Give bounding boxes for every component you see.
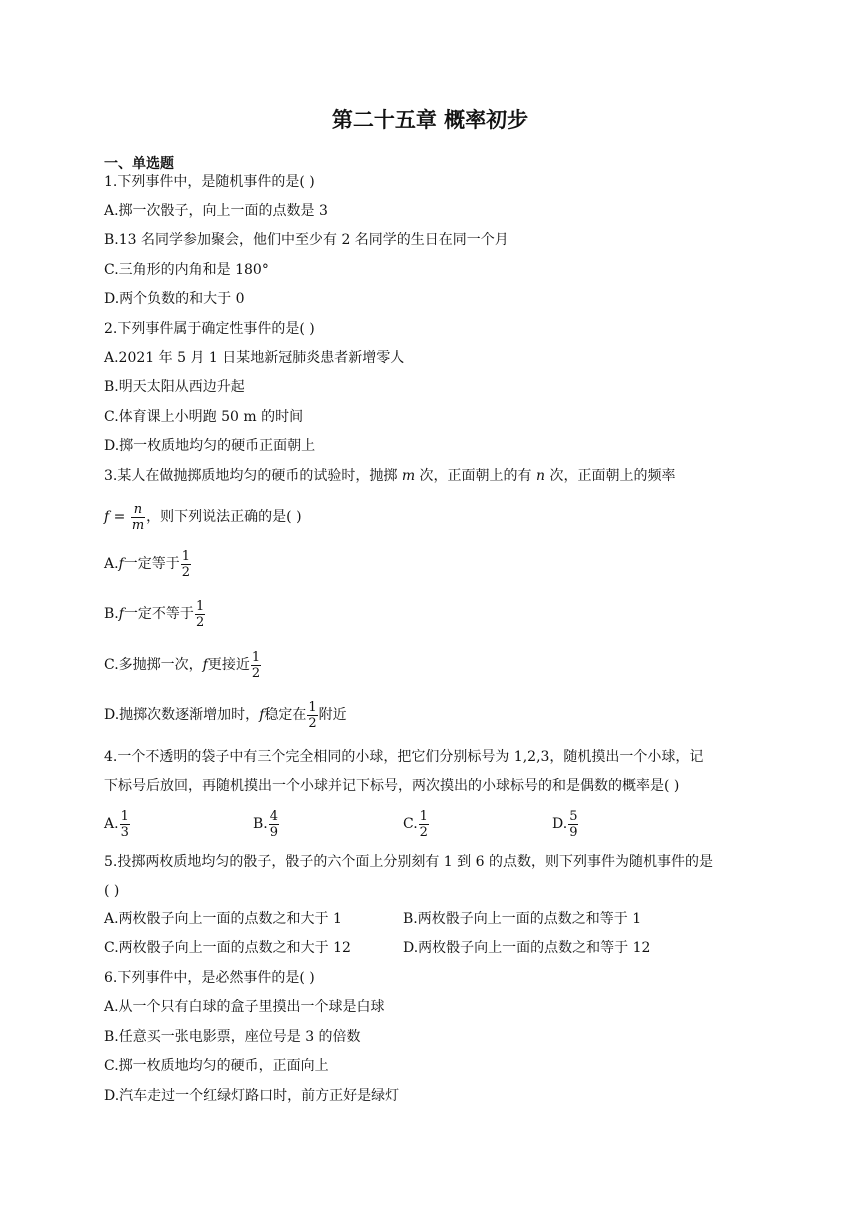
fraction-denominator: 3	[120, 824, 129, 840]
q2-option-c: C.体育课上小明跑 50 m 的时间	[104, 409, 304, 425]
q3-option-a-var: f	[118, 556, 124, 572]
fraction-numerator: 1	[308, 699, 317, 715]
q4-option-b-fraction	[269, 809, 279, 840]
q6-option-d: D.汽车走过一个红绿灯路口时，前方正好是绿灯	[104, 1088, 400, 1104]
q3-option-b	[104, 596, 206, 632]
q4-stem-line2: 下标号后放回，再随机摸出一个小球并记下标号，两次摸出的小球标号的和是偶数的概率是( )	[104, 778, 680, 794]
q4-option-c	[403, 806, 430, 842]
q6-stem: 6.下列事件中，是必然事件的是( )	[104, 970, 315, 986]
fraction-denominator: 2	[195, 614, 205, 630]
fraction-numerator: 1	[120, 808, 129, 824]
q2-option-b: B.明天太阳从西边升起	[104, 379, 245, 395]
q1-option-b: B.13 名同学参加聚会，他们中至少有 2 名同学的生日在同一个月	[104, 232, 509, 248]
fraction-denominator: 9	[569, 824, 578, 840]
q3-option-d-text2: 稳定在	[264, 707, 307, 723]
q3-formula-line	[104, 500, 302, 534]
q3-stem	[104, 467, 675, 485]
q3-option-b-fraction	[195, 599, 205, 630]
fraction-denominator: 2	[308, 715, 317, 731]
q3-option-c-var: f	[202, 657, 208, 673]
q3-stem-part1: 3.某人在做抛掷质地均匀的硬币的试验时，抛掷	[104, 468, 402, 484]
q4-option-d-label: D.	[552, 816, 568, 832]
q5-stem-line2: ( )	[104, 883, 120, 899]
q1-stem: 1.下列事件中，是随机事件的是( )	[104, 174, 315, 190]
q3-option-a-text: 一定等于	[123, 556, 180, 572]
q3-option-a-label: A.	[104, 556, 119, 572]
q6-option-a: A.从一个只有白球的盒子里摸出一个球是白球	[104, 999, 385, 1015]
q1-option-a: A.掷一次骰子，向上一面的点数是 3	[104, 203, 328, 219]
q3-option-b-label: B.	[104, 606, 119, 622]
fraction-denominator: 9	[269, 824, 279, 840]
q3-option-c-text: C.多抛掷一次，	[104, 657, 203, 673]
q6-option-b: B.任意买一张电影票，座位号是 3 的倍数	[104, 1029, 361, 1045]
q4-option-a	[104, 806, 131, 842]
fraction-numerator: 1	[195, 598, 205, 614]
section-heading: 一、单选题	[104, 156, 174, 172]
q3-stem-part3: 次，正面朝上的频率	[545, 468, 676, 484]
q3-stem-part2: 次，正面朝上的有	[415, 468, 536, 484]
q3-option-d-tail: 附近	[318, 707, 347, 723]
q4-option-a-label: A.	[104, 816, 119, 832]
q5-option-a: A.两枚骰子向上一面的点数之和大于 1	[104, 911, 342, 927]
fraction-denominator: 2	[251, 665, 261, 681]
q3-option-c	[104, 647, 262, 683]
fraction-numerator: 1	[181, 548, 191, 564]
q3-option-d-fraction	[307, 700, 317, 731]
q3-option-d-text: D.抛掷次数逐渐增加时，	[104, 707, 260, 723]
fraction-numerator: 1	[251, 649, 261, 665]
q3-option-b-text: 一定不等于	[123, 606, 194, 622]
q2-stem: 2.下列事件属于确定性事件的是( )	[104, 321, 315, 337]
q4-option-b-label: B.	[253, 816, 268, 832]
q4-stem-line1: 4.一个不透明的袋子中有三个完全相同的小球，把它们分别标号为 1,2,3，随机摸出一个小球，记	[104, 749, 704, 765]
q3-option-d	[104, 697, 347, 733]
q5-stem-line1: 5.投掷两枚质地均匀的骰子，骰子的六个面上分别刻有 1 到 6 的点数，则下列事件为随机事件的是	[104, 854, 713, 870]
q4-option-c-label: C.	[403, 816, 418, 832]
q1-option-c: C.三角形的内角和是 180°	[104, 262, 269, 278]
q4-option-a-fraction	[120, 809, 130, 840]
q3-formula-numerator: n	[131, 502, 145, 518]
q3-var-n: n	[536, 468, 546, 484]
fraction-denominator: 2	[181, 564, 191, 580]
fraction-denominator: 2	[419, 824, 428, 840]
q3-option-a-fraction	[181, 549, 191, 580]
q3-option-c-fraction	[251, 650, 261, 681]
q2-option-d: D.掷一枚质地均匀的硬币正面朝上	[104, 438, 316, 454]
q3-formula-lhs: f =	[104, 509, 126, 525]
page-title: 第二十五章 概率初步	[331, 108, 529, 132]
q1-option-d: D.两个负数的和大于 0	[104, 291, 245, 307]
q5-option-d: D.两枚骰子向上一面的点数之和等于 12	[403, 940, 651, 956]
q2-option-a: A.2021 年 5 月 1 日某地新冠肺炎患者新增零人	[104, 350, 405, 366]
q3-var-m: m	[401, 468, 416, 484]
q3-formula-fraction	[131, 502, 145, 533]
fraction-numerator: 5	[569, 808, 578, 824]
q3-stem-tail: ，则下列说法正确的是( )	[146, 509, 302, 525]
q3-option-a	[104, 546, 192, 582]
q4-option-b	[253, 806, 280, 842]
fraction-numerator: 1	[419, 808, 428, 824]
q4-option-d-fraction	[568, 809, 578, 840]
q4-option-d	[552, 806, 579, 842]
q4-option-c-fraction	[419, 809, 429, 840]
q5-option-b: B.两枚骰子向上一面的点数之和等于 1	[403, 911, 642, 927]
fraction-numerator: 4	[269, 808, 279, 824]
q3-option-d-var: f	[259, 707, 265, 723]
q3-formula-denominator: m	[131, 517, 145, 533]
q6-option-c: C.掷一枚质地均匀的硬币，正面向上	[104, 1058, 329, 1074]
q5-option-c: C.两枚骰子向上一面的点数之和大于 12	[104, 940, 351, 956]
q3-option-b-var: f	[118, 606, 124, 622]
q3-option-c-text2: 更接近	[207, 657, 250, 673]
